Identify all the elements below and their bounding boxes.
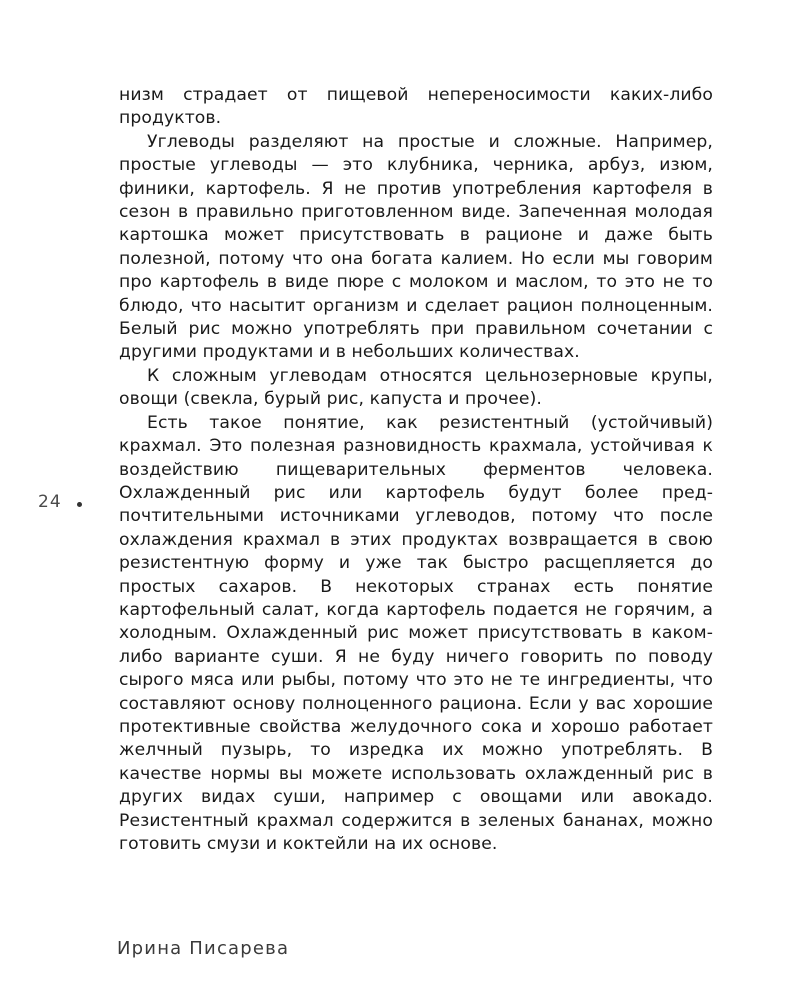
paragraph-carbohydrates-types: Углеводы разделяют на простые и сложные. Например, простые углеводы — это клубника, черника, арбуз, изюм, финики, картофель. Я не против употребления картофеля в сезон в правильно приготовленном виде. Запеченная молодая картошка может присутствовать в рационе и даже быть полезной, потому что она богата калием. Но если мы говорим про картофель в виде пюре с молоком и маслом, то это не то блюдо, что насытит организм и сделает рацион полноценным. Белый рис можно употреблять при правильном сочетании с другими продуктами и в небольших количествах. [119,131,713,363]
page-body [119,84,713,856]
paragraph-resistant-starch: Есть такое понятие, как резистентный (устойчивый) крахмал. Это полезная разновидность крахмала, устойчивая к воздействию пищеварительных ферментов человека. Охлажденный рис или картофель будут более предпочтительными источниками углеводов, потому что после охлаждения крахмал в этих продуктах возвращается в свою резистентную форму и уже так быстро расщепляется до простых сахаров. В некоторых странах есть понятие картофельный салат, когда картофель подается не горячим, а холодным. Охлажденный рис может присутствовать в каком-либо варианте суши. Я не буду ничего говорить по поводу сырого мяса или рыбы, потому что это не те ингредиенты, что составляют основу полноценного рациона. Если у вас хорошие протективные свойства желудочного сока и хорошо работает желчный пузырь, то изредка их можно употреблять. В качестве нормы вы можете использовать охлажденный рис в других видах суши, например с овощами или авокадо. Резистентный крахмал содержится в зеленых бананах, можно готовить смузи и коктейли на их основе. [119,412,713,854]
author-footer: Ирина Писарева [117,938,290,959]
page-number: 24 [38,492,62,512]
page-number-dot-icon [77,502,82,507]
paragraph-continuation: низм страдает от пищевой непереносимости каких-либо продуктов. [119,85,713,129]
paragraph-complex-carbohydrates: К сложным углеводам относятся цельнозерновые крупы, овощи (свекла, бурый рис, капуста и прочее). [119,365,713,410]
